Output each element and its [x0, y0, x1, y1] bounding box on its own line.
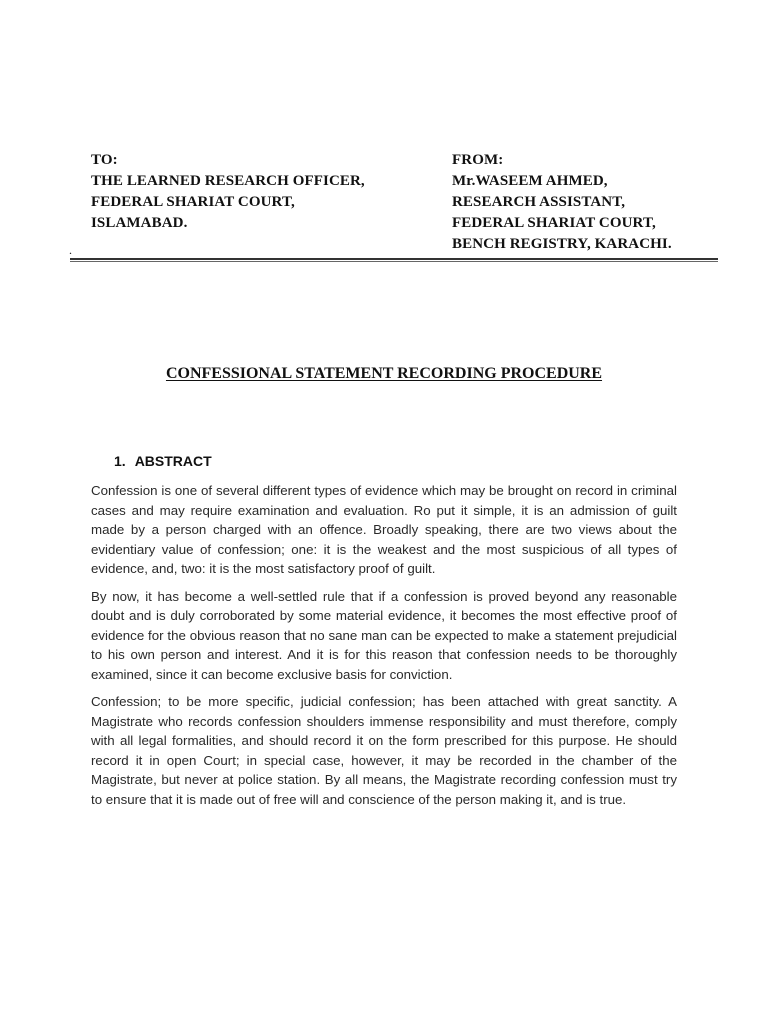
header-divider-thick — [70, 258, 718, 260]
paragraph-2: By now, it has become a well-settled rule that if a confession is proved beyond any reasonable doubt and is duly corroborated by some material evidence, it becomes the most effective proof of evidence for the obvious reason that no sane man can be expected to make a statement prejudicial to his own person and interest. And it is for this reason that confession needs to be thoroughly examined, since it can become exclusive basis for conviction. — [91, 588, 677, 682]
from-location: BENCH REGISTRY, KARACHI. — [452, 236, 672, 252]
to-recipient: THE LEARNED RESEARCH OFFICER, — [91, 173, 365, 189]
section-heading — [114, 452, 212, 470]
body-text — [91, 481, 677, 817]
from-sender: Mr.WASEEM AHMED, — [452, 173, 608, 189]
section-title: ABSTRACT — [134, 453, 212, 469]
to-organization: FEDERAL SHARIAT COURT, — [91, 194, 295, 210]
from-organization: FEDERAL SHARIAT COURT, — [452, 215, 656, 231]
header-divider-thin — [70, 261, 718, 262]
paragraph-1: Confession is one of several different types of evidence which may be brought on record in criminal cases and may require examination and evaluation. Ro put it simple, it is an admission of guilt made by a person charged with an offence. Broadly speaking, there are two views about the evidentiary value of confession; one: it is the weakest and the most suspicious of all types of evidence, and, two: it is the most satisfactory proof of guilt. — [91, 483, 677, 576]
stray-marker: . — [69, 243, 72, 257]
paragraph-3: Confession; to be more specific, judicial confession; has been attached with great sanctity. A Magistrate who records confession shoulders immense responsibility and must therefore, comply with all legal formalities, and should record it on the form prescribed for this purpose. He should record it in open Court; in special case, however, it may be recorded in the chamber of the Magistrate, but never at police station. By all means, the Magistrate recording confession must try to ensure that it is made out of free will and conscience of the person making it, and is true. — [91, 694, 677, 807]
to-address-block — [91, 150, 365, 234]
from-position: RESEARCH ASSISTANT, — [452, 194, 626, 210]
from-label: FROM: — [452, 152, 504, 168]
document-title: CONFESSIONAL STATEMENT RECORDING PROCEDURE — [165, 365, 603, 382]
to-city: ISLAMABAD. — [91, 215, 188, 231]
from-address-block — [452, 150, 672, 255]
section-number: 1. — [114, 453, 126, 469]
to-label: TO: — [91, 152, 118, 168]
